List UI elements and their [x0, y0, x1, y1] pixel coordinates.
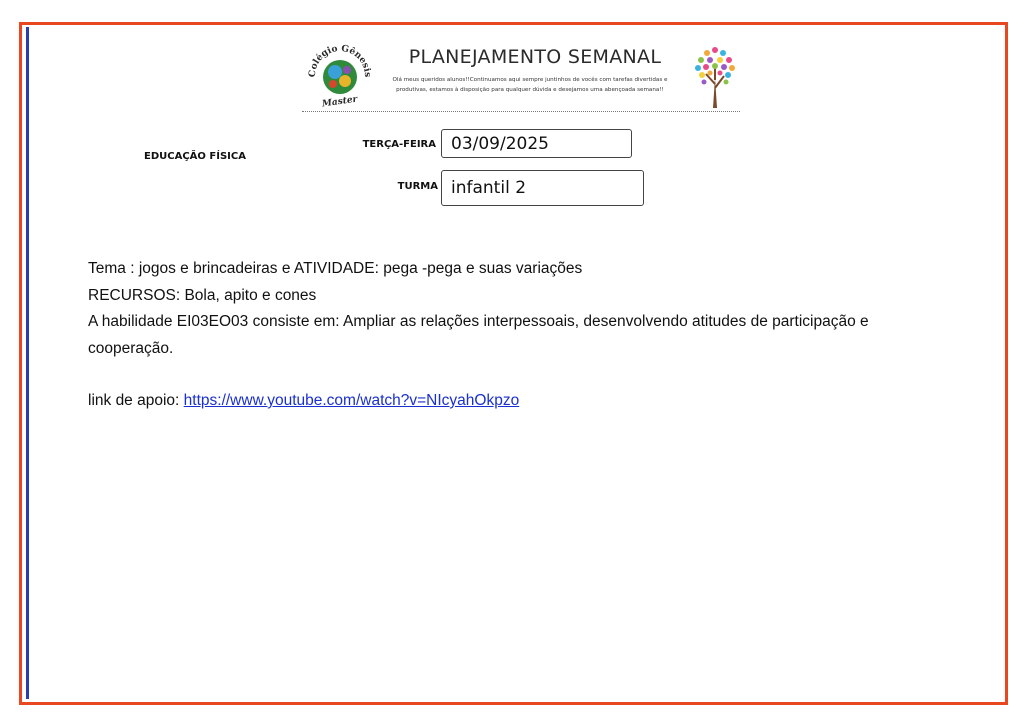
resources-line: RECURSOS: Bola, apito e cones — [88, 286, 317, 304]
subject-label: EDUCAÇÃO FÍSICA — [144, 151, 246, 162]
day-value: 03/09/2025 — [451, 133, 549, 154]
day-field — [441, 129, 632, 158]
skill-line: A habilidade EI03EO03 consiste em: Ampliar as relações interpessoais, desenvolvendo atitudes de participação e cooperação. — [88, 313, 869, 357]
support-link-label: link de apoio: — [88, 392, 184, 409]
class-value: infantil 2 — [451, 178, 527, 198]
welcome-message: Olá meus queridos alunos!!Continuamos aqui sempre juntinhos de vocês com tarefas divertidas e produtivas, estamos à disposição para qualquer dúvida e desejamos uma abençoada semana!! — [392, 77, 668, 93]
class-label: TURMA — [397, 181, 438, 192]
colorful-tree-icon — [690, 40, 740, 110]
class-field — [441, 170, 644, 206]
support-link-line — [88, 388, 888, 415]
day-label: TERÇA-FEIRA — [362, 139, 436, 150]
logo-text-bottom: Master — [321, 94, 358, 110]
logo-text-top: Colégio Gênesis — [307, 43, 373, 78]
header-divider — [302, 111, 740, 112]
lesson-content — [88, 256, 888, 415]
page-border-accent — [26, 27, 29, 699]
page-title: PLANEJAMENTO SEMANAL — [408, 46, 662, 68]
school-logo-icon — [307, 40, 373, 110]
support-link[interactable]: https://www.youtube.com/watch?v=NIcyahOkpzo — [183, 392, 520, 409]
theme-line: Tema : jogos e brincadeiras e ATIVIDADE: pega -pega e suas variações — [88, 260, 583, 277]
